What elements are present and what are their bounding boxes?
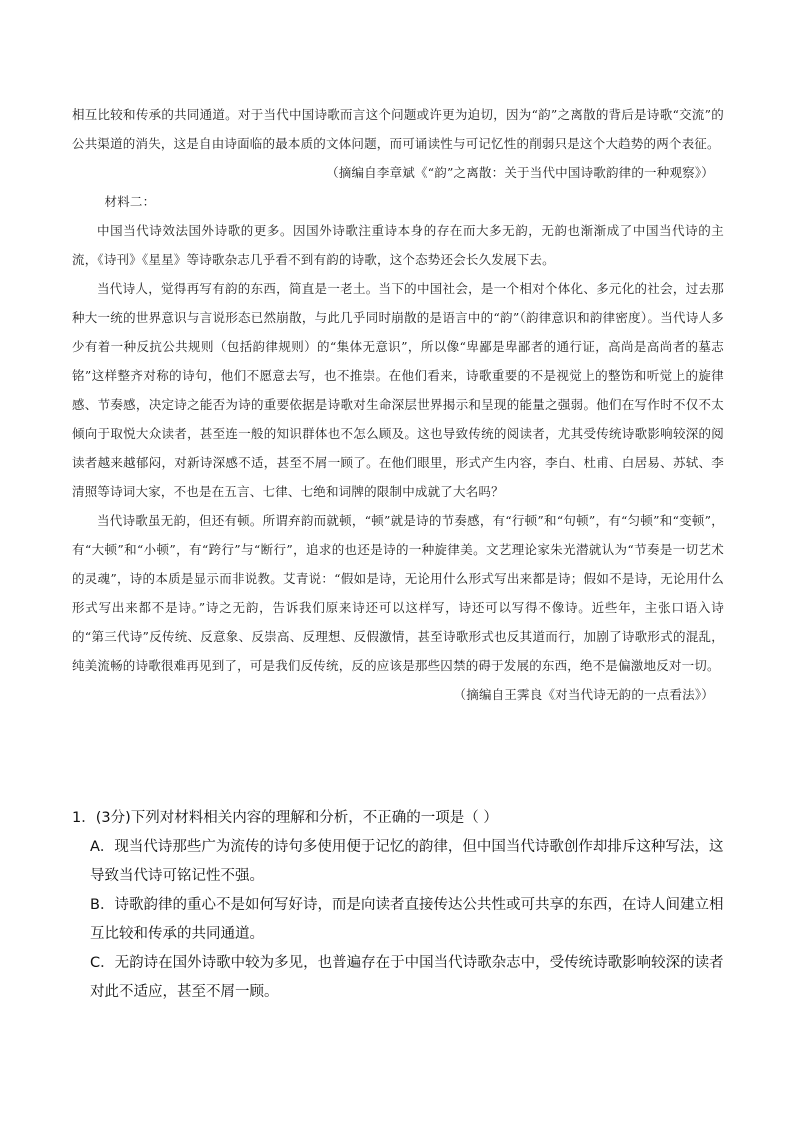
option-a: A．现当代诗那些广为流传的诗句多使用便于记忆的韵律，但中国当代诗歌创作却排斥这种写法，这导致当代诗可铭记性不强。	[90, 839, 724, 884]
paragraph-4: 当代诗歌虽无韵，但还有顿。所谓弃韵而就顿，“顿”就是诗的节奏感，有“行顿”和“句顿”，有“匀顿”和“变顿”，有“大顿”和“小顿”，有“跨行”与“断行”，追求的也还是诗的一种旋律美。文艺理论家朱光潜就认为“节奏是一切艺术的灵魂”，诗的本质是显示而非说教。艾青说：“假如是诗，无论用什么形式写出来都是诗；假如不是诗，无论用什么形式写出来都不是诗。”诗之无韵，告诉我们原来诗还可以这样写，诗还可以写得不像诗。近些年，主张口语入诗的“第三代诗”反传统、反意象、反崇高、反理想、反假激情，甚至诗歌形式也反其道而行，加剧了诗歌形式的混乱，纯美流畅的诗歌很难再见到了，可是我们反传统，反的应该是那些囚禁的碍于发展的东西，绝不是偏激地反对一切。	[72, 513, 724, 673]
paragraph-3: 当代诗人，觉得再写有韵的东西，简直是一老土。当下的中国社会，是一个相对个体化、多元化的社会，过去那种大一统的世界意识与言说形态已然崩散，与此几乎同时崩散的是语言中的“韵”（韵律意识和韵律密度）。当代诗人多少有着一种反抗公共规则（包括韵律规则）的“集体无意识”，所以像“卑鄙是卑鄙者的通行证，高尚是高尚者的墓志铭”这样整齐对称的诗句，他们不愿意去写，也不推崇。在他们看来，诗歌重要的不是视觉上的整饬和听觉上的旋律感、节奏感，决定诗之能否为诗的重要依据是诗歌对生命深层世界揭示和呈现的能量之强弱。他们在写作时不仅不太倾向于取悦大众读者，甚至连一般的知识群体也不怎么顾及。这也导致传统的阅读者，尤其受传统诗歌影响较深的阅读者越来越郁闷，对新诗深感不适，甚至不屑一顾了。在他们眼里，形式产生内容，李白、杜甫、白居易、苏轼、李清照等诗词大家，不也是在五言、七律、七绝和词牌的限制中成就了大名吗？	[72, 281, 724, 499]
source-citation-2: （摘编自王霁良《对当代诗无韵的一点看法》）	[453, 687, 714, 702]
question-1	[72, 804, 732, 1007]
source-citation-1: （摘编自李章斌《“韵”之离散：关于当代中国诗歌韵律的一种观察》）	[326, 165, 714, 180]
question-stem: 1．(3分)下列对材料相关内容的理解和分析，不正确的一项是（ ）	[72, 810, 498, 826]
paragraph-2: 中国当代诗效法国外诗歌的更多。因国外诗歌注重诗本身的存在而大多无韵，无韵也渐渐成了中国当代诗的主流，《诗刊》《星星》等诗歌杂志几乎看不到有韵的诗歌，这个态势还会长久发展下去。	[72, 223, 724, 267]
paragraph-1: 相互比较和传承的共同通道。对于当代中国诗歌而言这个问题或许更为迫切，因为“韵”之离散的背后是诗歌“交流”的公共渠道的消失，这是自由诗面临的最本质的文体问题，而可诵读性与可记忆性的削弱只是这个大趋势的两个表征。	[72, 107, 724, 151]
material-2-label: 材料二：	[104, 194, 156, 209]
option-b: B．诗歌韵律的重心不是如何写好诗，而是向读者直接传达公共性或可共享的东西，在诗人间建立相互比较和传承的共同通道。	[90, 897, 724, 942]
option-c: C．无韵诗在国外诗歌中较为多见，也普遍存在于中国当代诗歌杂志中，受传统诗歌影响较深的读者对此不适应，甚至不屑一顾。	[90, 955, 724, 1000]
reading-passage	[72, 100, 724, 709]
